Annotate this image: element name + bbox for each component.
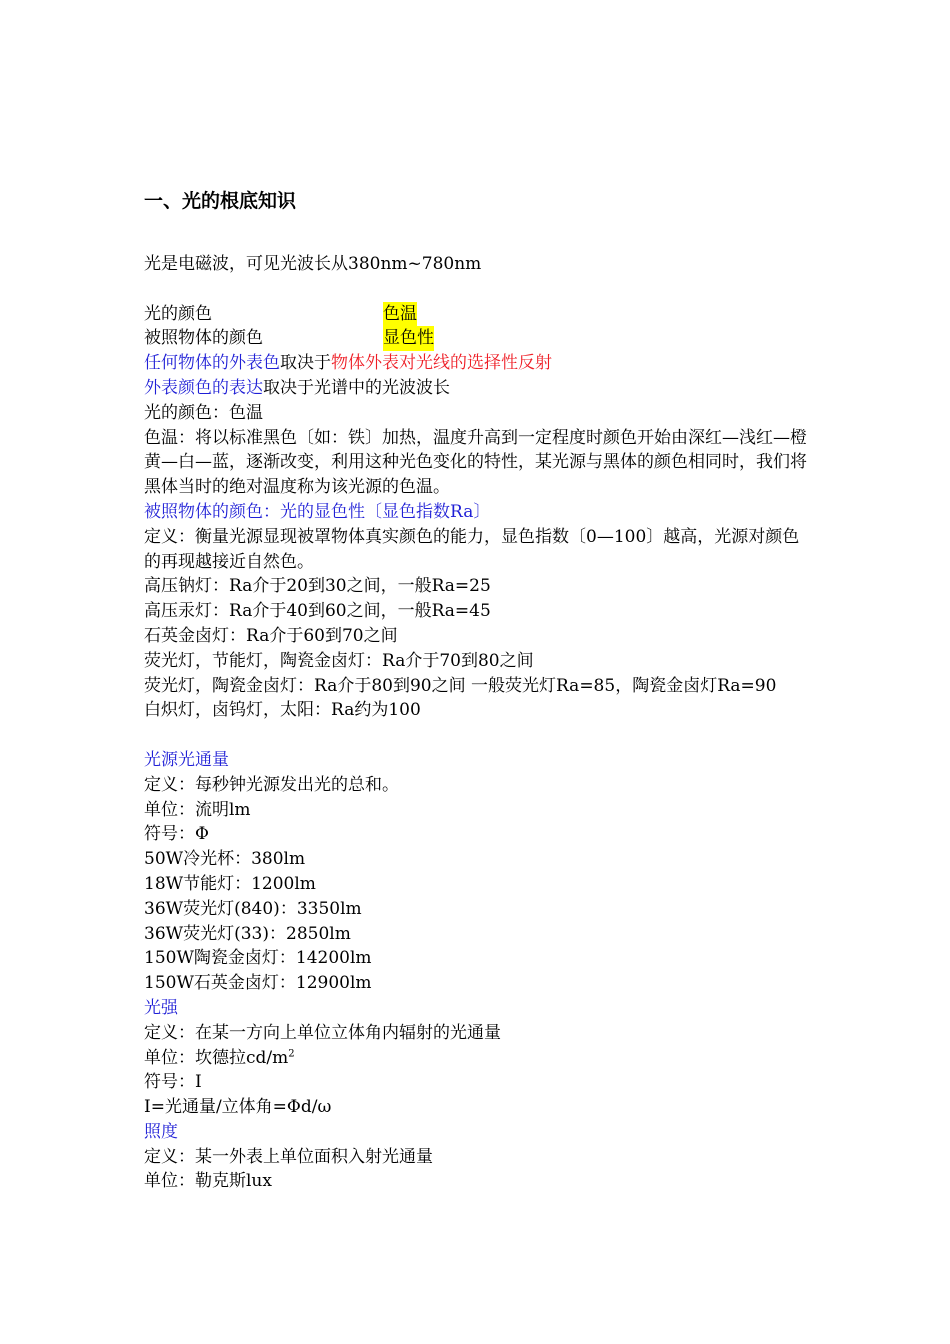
illuminance-definition: 定义：某一外表上单位面积入射光通量 <box>144 1146 433 1167</box>
surface-color-line <box>144 351 810 376</box>
blank-line <box>144 277 810 302</box>
section-heading: 一、光的根底知识 <box>144 190 297 212</box>
flux-line: 符号：Φ <box>144 824 209 845</box>
flux-line: 定义：每秒钟光源发出光的总和。 <box>144 774 399 795</box>
color-temp-definition: 色温：将以标准黑色〔如：铁〕加热，温度升高到一定程度时颜色开始由深红—浅红—橙黄—白—蓝，逐渐改变，利用这种光色变化的特性，某光源与黑体的颜色相同时，我们将黑体当时的绝对温度称为该光源的色温。 <box>144 427 807 498</box>
flux-line: 单位：流明lm <box>144 799 251 820</box>
cri-line: 高压钠灯：Ra介于20到30之间，一般Ra=25 <box>144 576 491 597</box>
property-value-highlighted: 显色性 <box>383 326 434 351</box>
flux-line: 36W荧光灯(33)：2850lm <box>144 923 351 944</box>
color-temp-title: 光的颜色：色温 <box>144 402 263 423</box>
connector-text: 取决于光谱中的光波波长 <box>263 377 450 398</box>
flux-title: 光源光通量 <box>144 749 229 770</box>
connector-text: 取决于 <box>280 353 331 374</box>
cri-line: 荧光灯，节能灯，陶瓷金卤灯：Ra介于70到80之间 <box>144 650 534 671</box>
flux-line: 36W荧光灯(840)：3350lm <box>144 898 362 919</box>
cri-definition: 定义：衡量光源显现被罩物体真实颜色的能力，显色指数〔0—100〕越高，光源对颜色的再现越接近自然色。 <box>144 526 800 572</box>
property-label: 光的颜色 <box>144 303 212 324</box>
intensity-definition: 定义：在某一方向上单位立体角内辐射的光通量 <box>144 1022 501 1043</box>
intensity-unit-text: 单位：坎德拉cd/m <box>144 1047 289 1068</box>
cri-line: 白炽灯，卤钨灯，太阳：Ra约为100 <box>144 700 421 721</box>
intro-paragraph: 光是电磁波，可见光波长从380nm~780nm <box>144 254 482 274</box>
flux-line: 50W冷光杯：380lm <box>144 849 306 870</box>
property-row <box>144 302 810 327</box>
cri-line: 高压汞灯：Ra介于40到60之间，一般Ra=45 <box>144 601 491 622</box>
property-value-highlighted: 色温 <box>383 302 417 327</box>
intensity-title: 光强 <box>144 997 178 1018</box>
flux-line: 150W石英金卤灯：12900lm <box>144 973 372 994</box>
intensity-unit <box>144 1046 810 1071</box>
surface-expression-line <box>144 376 810 401</box>
property-row <box>144 326 810 351</box>
flux-line: 150W陶瓷金卤灯：14200lm <box>144 948 372 969</box>
blue-term: 外表颜色的表达 <box>144 377 263 398</box>
document-content <box>144 186 810 1194</box>
blank-line <box>144 723 810 748</box>
superscript: 2 <box>288 1047 295 1059</box>
cri-title: 被照物体的颜色：光的显色性〔显色指数Ra〕 <box>144 501 491 522</box>
red-term: 物体外表对光线的选择性反射 <box>331 353 552 374</box>
cri-line: 石英金卤灯：Ra介于60到70之间 <box>144 625 398 646</box>
illuminance-unit: 单位：勒克斯lux <box>144 1171 272 1192</box>
flux-line: 18W节能灯：1200lm <box>144 873 316 894</box>
intensity-symbol: 符号：I <box>144 1072 202 1093</box>
property-label: 被照物体的颜色 <box>144 328 263 349</box>
cri-line: 荧光灯，陶瓷金卤灯：Ra介于80到90之间 一般荧光灯Ra=85，陶瓷金卤灯Ra=90 <box>144 675 777 696</box>
intensity-formula: I=光通量/立体角=Φd/ω <box>144 1097 332 1118</box>
blue-term: 任何物体的外表色 <box>144 353 280 374</box>
illuminance-title: 照度 <box>144 1121 178 1142</box>
